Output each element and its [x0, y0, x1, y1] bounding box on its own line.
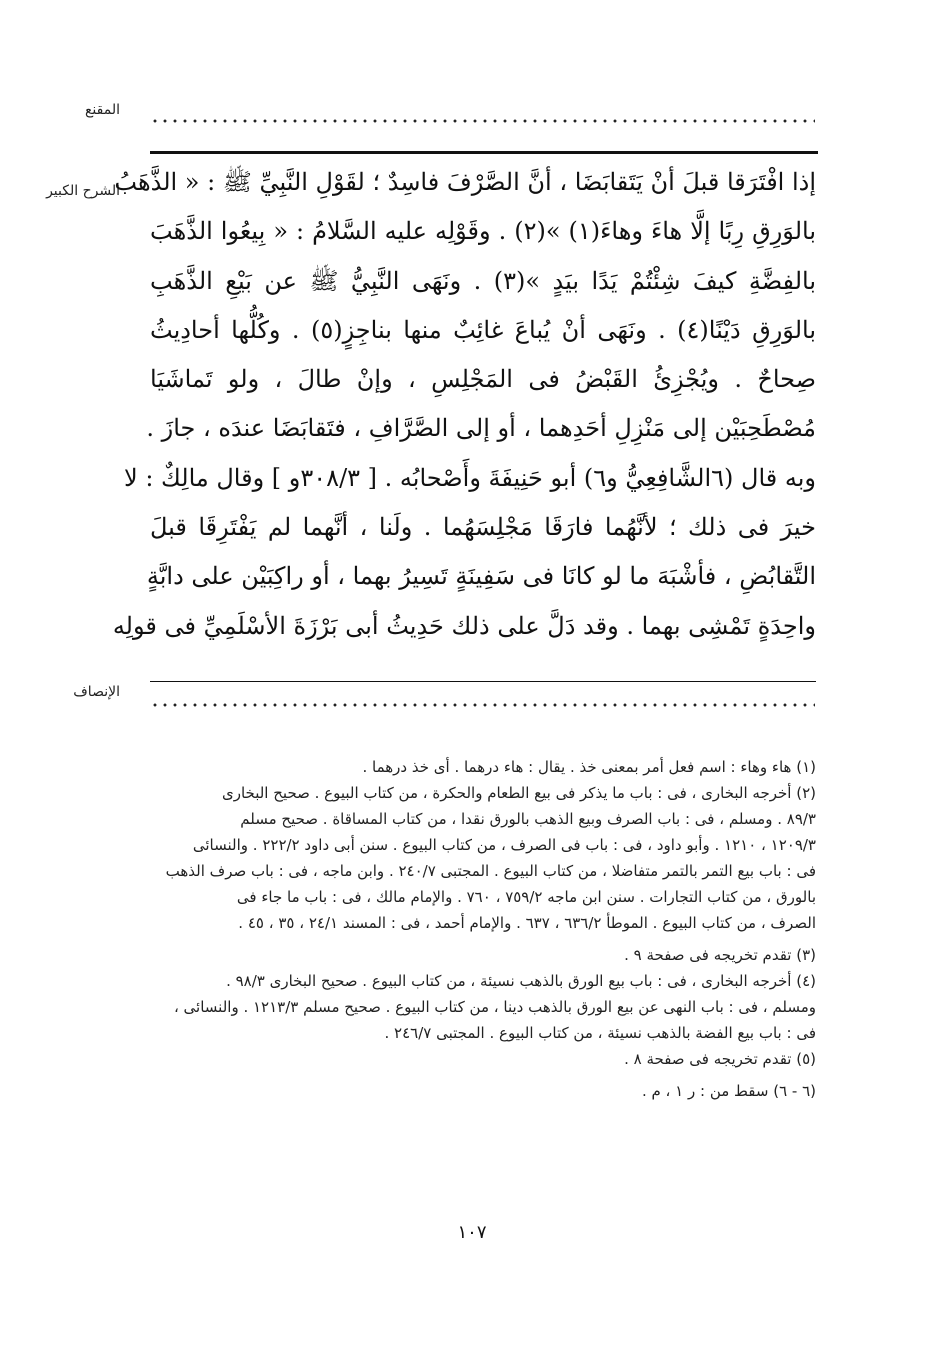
footnote-3: [150, 942, 816, 968]
footnote-line: فى : باب بيع الفضة بالذهب نسيئة ، من كتاب البيوع . المجتبى ٢٤٦/٧ .: [384, 1024, 816, 1042]
footnote-line: (١) هاء وهاء : اسم فعل أمر بمعنى خذ . يقال : هاء درهما . أى خذ درهما .: [362, 758, 816, 776]
insaf-dotted-line: [150, 702, 815, 708]
text-line: إذا افْتَرَقا قبلَ أنْ يَتَقابَضَا ، أنَّ الصَّرْفَ فاسِدٌ ؛ لقَوْلِ النَّبِيِّ ﷺ : « الذَّهَبُ: [114, 168, 816, 196]
footnote-2: [150, 780, 816, 936]
footnote-4: [150, 968, 816, 1046]
footnote-line: ٨٩/٣ . ومسلم ، فى : باب الصرف وبيع الذهب بالورق نقدا ، من كتاب المساقاة . صحيح مسلم: [240, 810, 816, 828]
main-text-bottom-rule: [150, 681, 816, 682]
text-line: واحِدَةٍ تَمْشِى بهما . وقد دَلَّ على ذلك حَدِيثُ أبى بَرْزَةَ الأسْلَمِيِّ فى قولِه: [112, 611, 816, 640]
header-rule: [150, 151, 818, 154]
text-line: بالوَرِقِ دَيْنًا(٤) . ونَهَى أنْ يُباعَ غائِبٌ منها بناجِزٍ(٥) . وكُلُّها أحادِيثُ: [150, 315, 816, 344]
text-line: صِحاحٌ . ويُجْزِئُ القَبْضُ فى المَجْلِسِ ، وإنْ طالَ ، ولو تَماشَيَا: [150, 365, 816, 394]
text-line: التَّقابُضِ ، فأشْبَهَ ما لو كانَا فى سَفِينَةٍ تَسِيرُ بهما ، أو راكِبَيْن على دابَّةٍ: [146, 562, 816, 591]
footnote-line: (٢) أخرجه البخارى ، فى : باب ما يذكر فى بيع الطعام والحكرة ، من كتاب البيوع . صحيح البخارى: [221, 784, 816, 802]
footnotes: [150, 754, 816, 1104]
page-number: ١٠٧: [457, 1222, 487, 1243]
footnote-line: (٤) أخرجه البخارى ، فى : باب بيع الورق بالذهب نسيئة ، من كتاب البيوع . صحيح البخارى ٩٨/٣ .: [226, 972, 816, 990]
footnote-line: (٦ - ٦) سقط من : ر ١ ، م .: [641, 1082, 816, 1100]
sharh-main-text: [112, 158, 817, 651]
margin-label-sharh-kabir: الشرح الكبير: [46, 183, 120, 199]
footnote-line: الصرف ، من كتاب البيوع . الموطأ ٦٣٦/٢ ، ٦٣٧ . والإمام أحمد ، فى : المسند ٢٤/١ ، ٣٥ ، ٤٥ .: [238, 914, 816, 932]
text-line: خيرَ فى ذلك ؛ لأنَّهُما فارَقَا مَجْلِسَهُما . ولَنا ، أنَّهما لم يَفْتَرِقَا قبلَ: [150, 513, 816, 542]
muqni-dotted-line: [150, 118, 815, 124]
footnote-line: بالورق ، من كتاب التجارات . سنن ابن ماجه ٧٥٩/٢ ، ٧٦٠ . والإمام مالك ، فى : باب ما جاء فى: [236, 888, 816, 906]
footnote-line: فى : باب بيع التمر بالتمر متفاضلا ، من كتاب البيوع . المجتبى ٢٤٠/٧ . وابن ماجه ، فى : باب صرف الذهب: [165, 862, 816, 880]
text-line: مُصْطَحِبَيْن إلى مَنْزِلِ أحَدِهما ، أو إلى الصَّرَّافِ ، فتَقابَضَا عندَه ، جازَ .: [146, 414, 816, 443]
margin-label-muqni: المقنع: [84, 102, 120, 118]
footnote-line: (٥) تقدم تخريجه فى صفحة ٨ .: [624, 1050, 816, 1068]
footnote-6: [150, 1078, 816, 1104]
footnote-1: [150, 754, 816, 780]
footnote-line: ١٢٠٩/٣ ، ١٢١٠ . وأبو داود ، فى : باب فى الصرف ، من كتاب البيوع . سنن أبى داود ٢٢٢/٢ . والنسائى: [192, 836, 816, 854]
text-line: وبه قال (٦الشَّافِعِيُّ و٦) أبو حَنِيفَةَ وأَصْحابُه . [ ٣٠٨/٣و ] وقال مالِكٌ : لا: [124, 463, 816, 492]
margin-label-insaf: الإنصاف: [73, 684, 120, 700]
text-line: بالفِضَّةِ كيفَ شِئْتُمْ يَدًا بيَدٍ »(٣) . ونَهَى النَّبِيُّ ﷺ عن بَيْعِ الذَّهَبِ: [150, 266, 816, 295]
footnote-line: ومسلم ، فى : باب النهى عن بيع الورق بالذهب دينا ، من كتاب البيوع . صحيح مسلم ١٢١٣/٣ . والنسائى ،: [173, 998, 816, 1016]
footnote-line: (٣) تقدم تخريجه فى صفحة ٩ .: [624, 946, 816, 964]
footnote-5: [150, 1046, 816, 1072]
text-line: بالوَرِقِ رِبًا إلَّا هاءَ وهاءَ(١) »(٢) . وقَوْلِه عليه السَّلامُ : « بِيعُوا الذَّهَبَ: [150, 217, 817, 246]
